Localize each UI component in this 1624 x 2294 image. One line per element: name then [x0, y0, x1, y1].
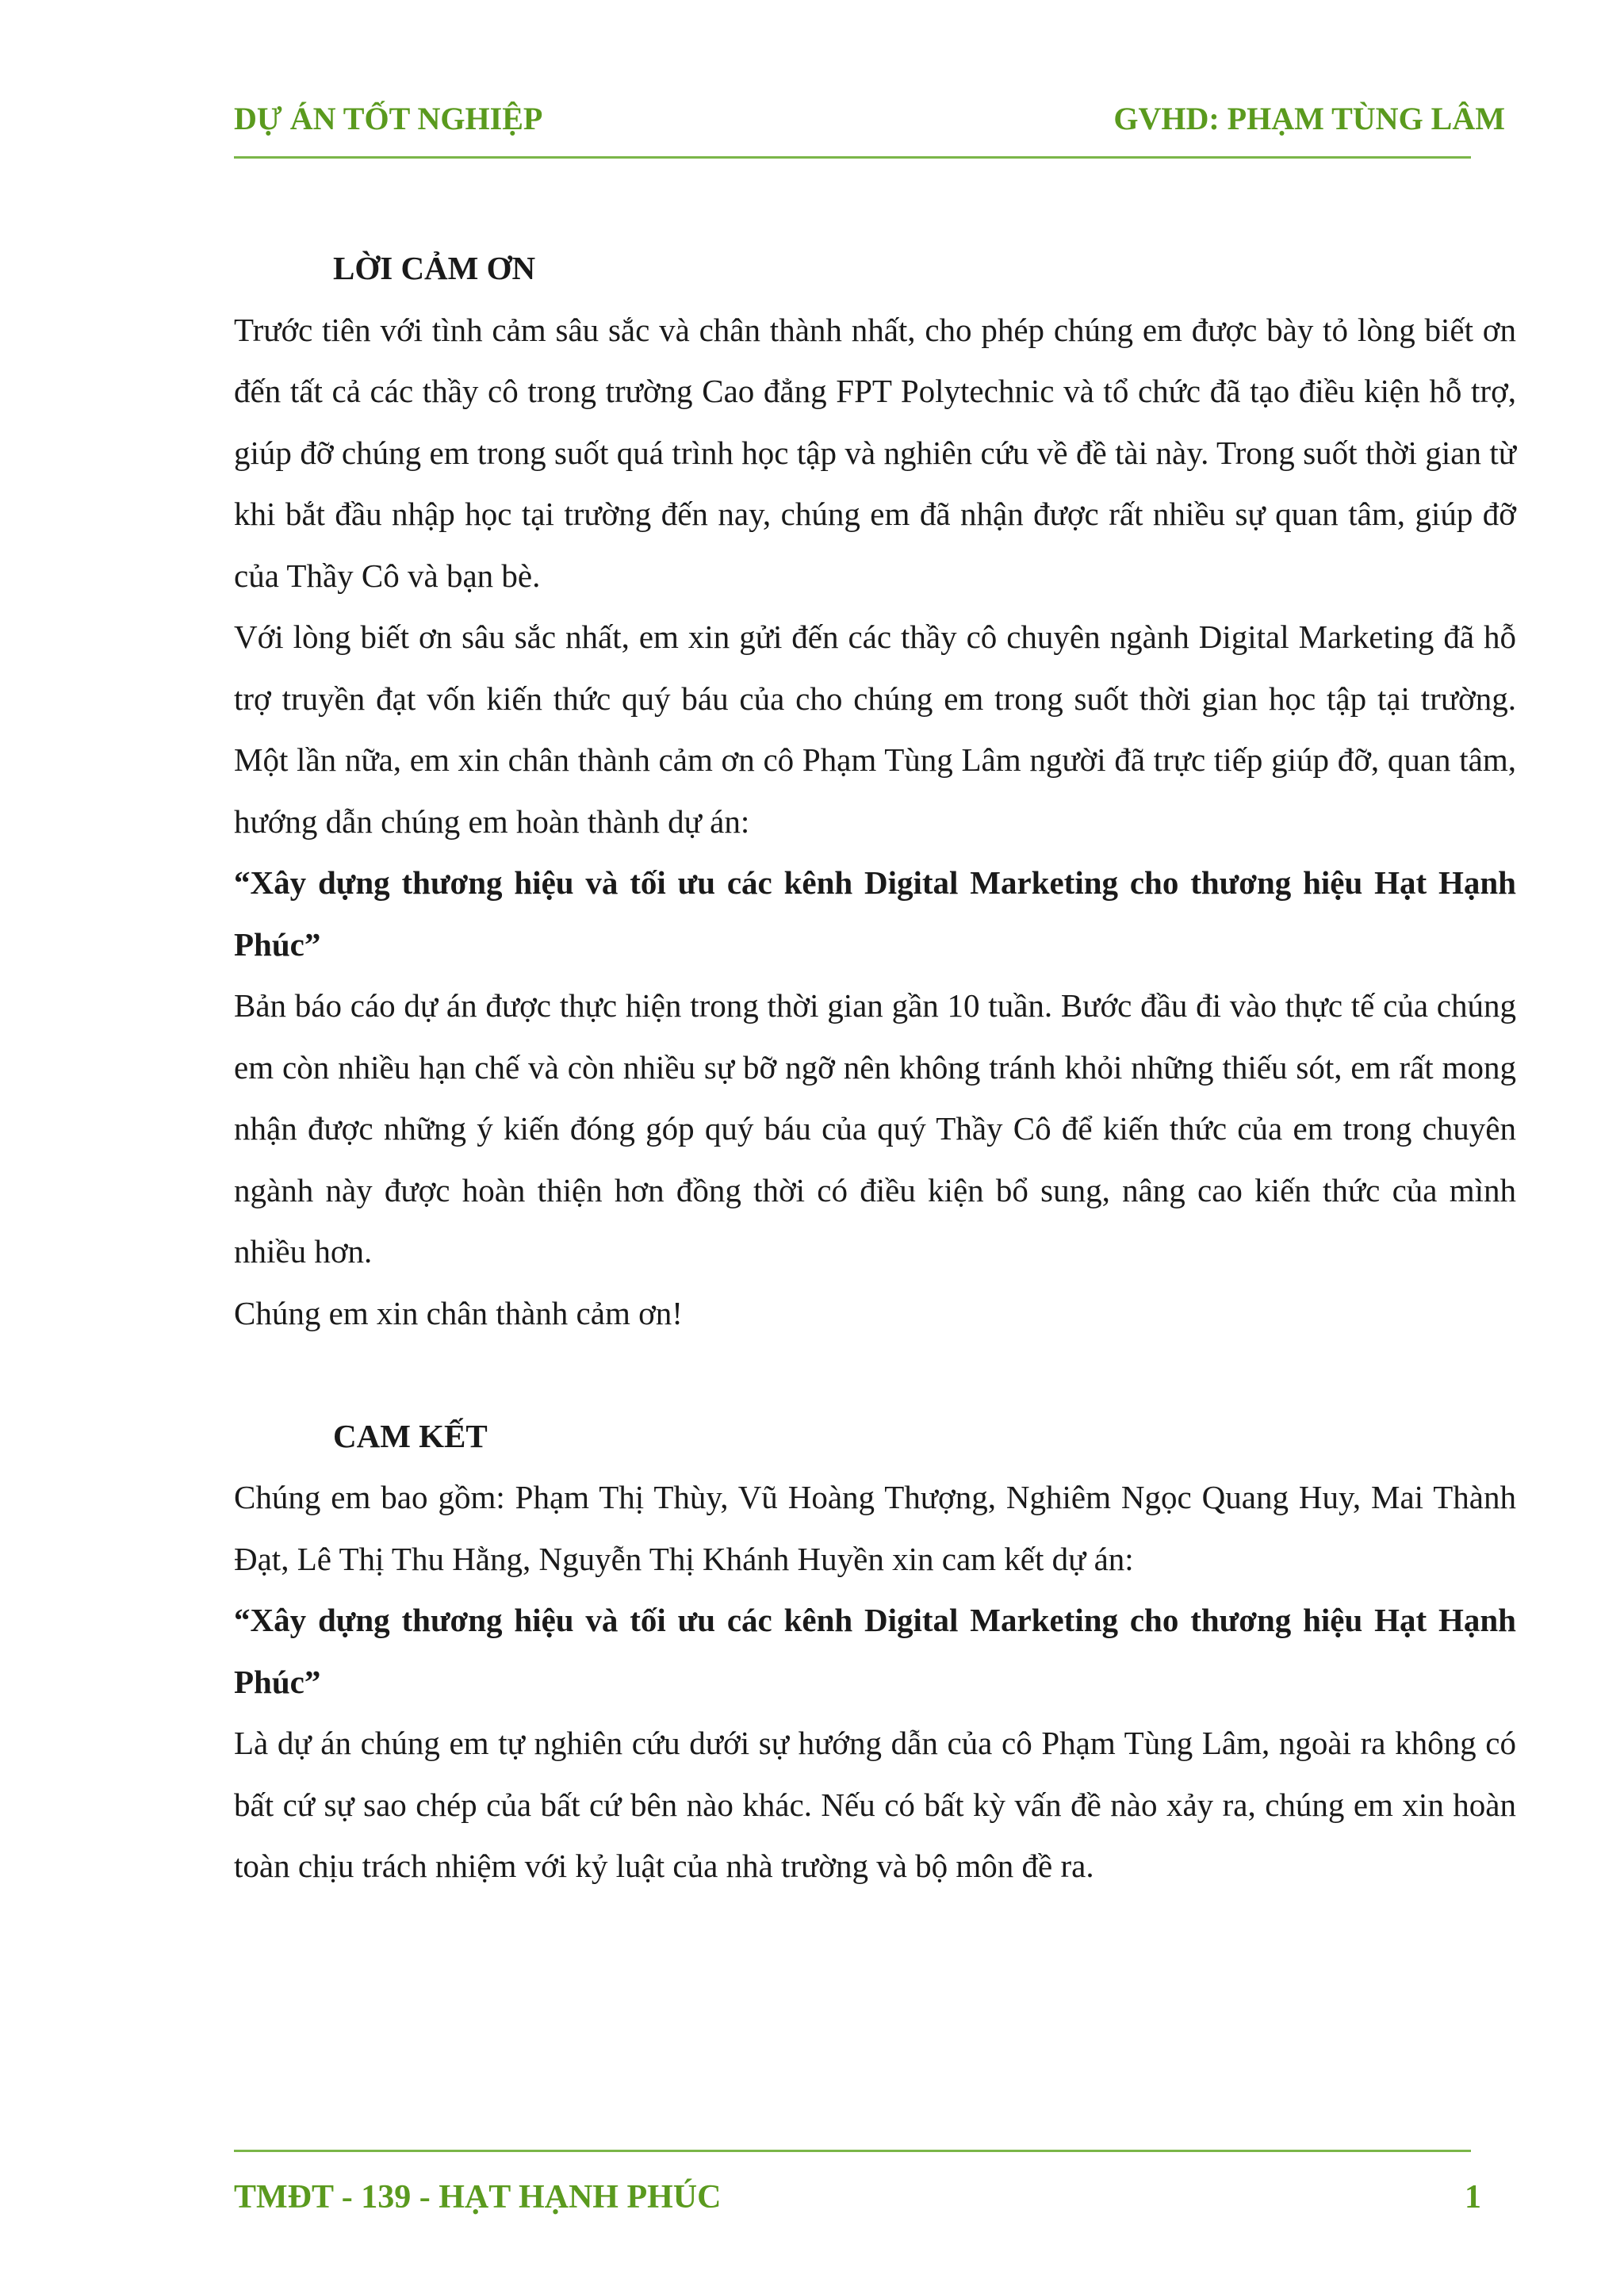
commitment-paragraph-2: Là dự án chúng em tự nghiên cứu dưới sự hướng dẫn của cô Phạm Tùng Lâm, ngoài ra không có bất cứ sự sao chép của bất cứ bên nào khác. Nếu có bất kỳ vấn đề nào xảy ra, chúng em xin hoàn toàn chịu trách nhiệm với kỷ luật của nhà trường và bộ môn đề ra.: [234, 1725, 1516, 1884]
page-number: 1: [1465, 2179, 1481, 2215]
section-spacer: [234, 1344, 1516, 1406]
thanks-project-title: “Xây dựng thương hiệu và tối ưu các kênh Digital Marketing cho thương hiệu Hạt Hạnh Phúc”: [234, 864, 1516, 963]
commitment-title: CAM KẾT: [333, 1417, 488, 1454]
header-advisor: GVHD: PHẠM TÙNG LÂM: [1113, 101, 1505, 136]
thanks-closing: Chúng em xin chân thành cảm ơn!: [234, 1294, 683, 1331]
header-project-label: DỰ ÁN TỐT NGHIỆP: [234, 101, 543, 136]
page-body: [234, 238, 1516, 1898]
footer-project-code: TMĐT - 139 - HẠT HẠNH PHÚC: [234, 2179, 722, 2215]
commitment-paragraph-1: Chúng em bao gồm: Phạm Thị Thùy, Vũ Hoàng Thượng, Nghiêm Ngọc Quang Huy, Mai Thành Đạt, Lê Thị Thu Hằng, Nguyễn Thị Khánh Huyền xin cam kết dự án:: [234, 1479, 1516, 1577]
thanks-title: LỜI CẢM ƠN: [333, 250, 536, 286]
footer-divider: [234, 2150, 1471, 2152]
header-divider: [234, 156, 1471, 159]
commitment-project-title: “Xây dựng thương hiệu và tối ưu các kênh Digital Marketing cho thương hiệu Hạt Hạnh Phúc”: [234, 1602, 1516, 1700]
thanks-paragraph-1: Trước tiên với tình cảm sâu sắc và chân thành nhất, cho phép chúng em được bày tỏ lòng biết ơn đến tất cả các thầy cô trong trường Cao đẳng FPT Polytechnic và tổ chức đã tạo điều kiện hỗ trợ, giúp đỡ chúng em trong suốt quá trình học tập và nghiên cứu về đề tài này. Trong suốt thời gian từ khi bắt đầu nhập học tại trường đến nay, chúng em đã nhận được rất nhiều sự quan tâm, giúp đỡ của Thầy Cô và bạn bè.: [234, 311, 1516, 594]
thanks-paragraph-3: Bản báo cáo dự án được thực hiện trong thời gian gần 10 tuần. Bước đầu đi vào thực tế của chúng em còn nhiều hạn chế và còn nhiều sự bỡ ngỡ nên không tránh khỏi những thiếu sót, em rất mong nhận được những ý kiến đóng góp quý báu của quý Thầy Cô để kiến thức của em trong chuyên ngành này được hoàn thiện hơn đồng thời có điều kiện bổ sung, nâng cao kiến thức của mình nhiều hơn.: [234, 987, 1516, 1270]
thanks-paragraph-2: Với lòng biết ơn sâu sắc nhất, em xin gửi đến các thầy cô chuyên ngành Digital Marketing đã hỗ trợ truyền đạt vốn kiến thức quý báu của cho chúng em trong suốt thời gian học tập tại trường. Một lần nữa, em xin chân thành cảm ơn cô Phạm Tùng Lâm người đã trực tiếp giúp đỡ, quan tâm, hướng dẫn chúng em hoàn thành dự án:: [234, 618, 1516, 840]
